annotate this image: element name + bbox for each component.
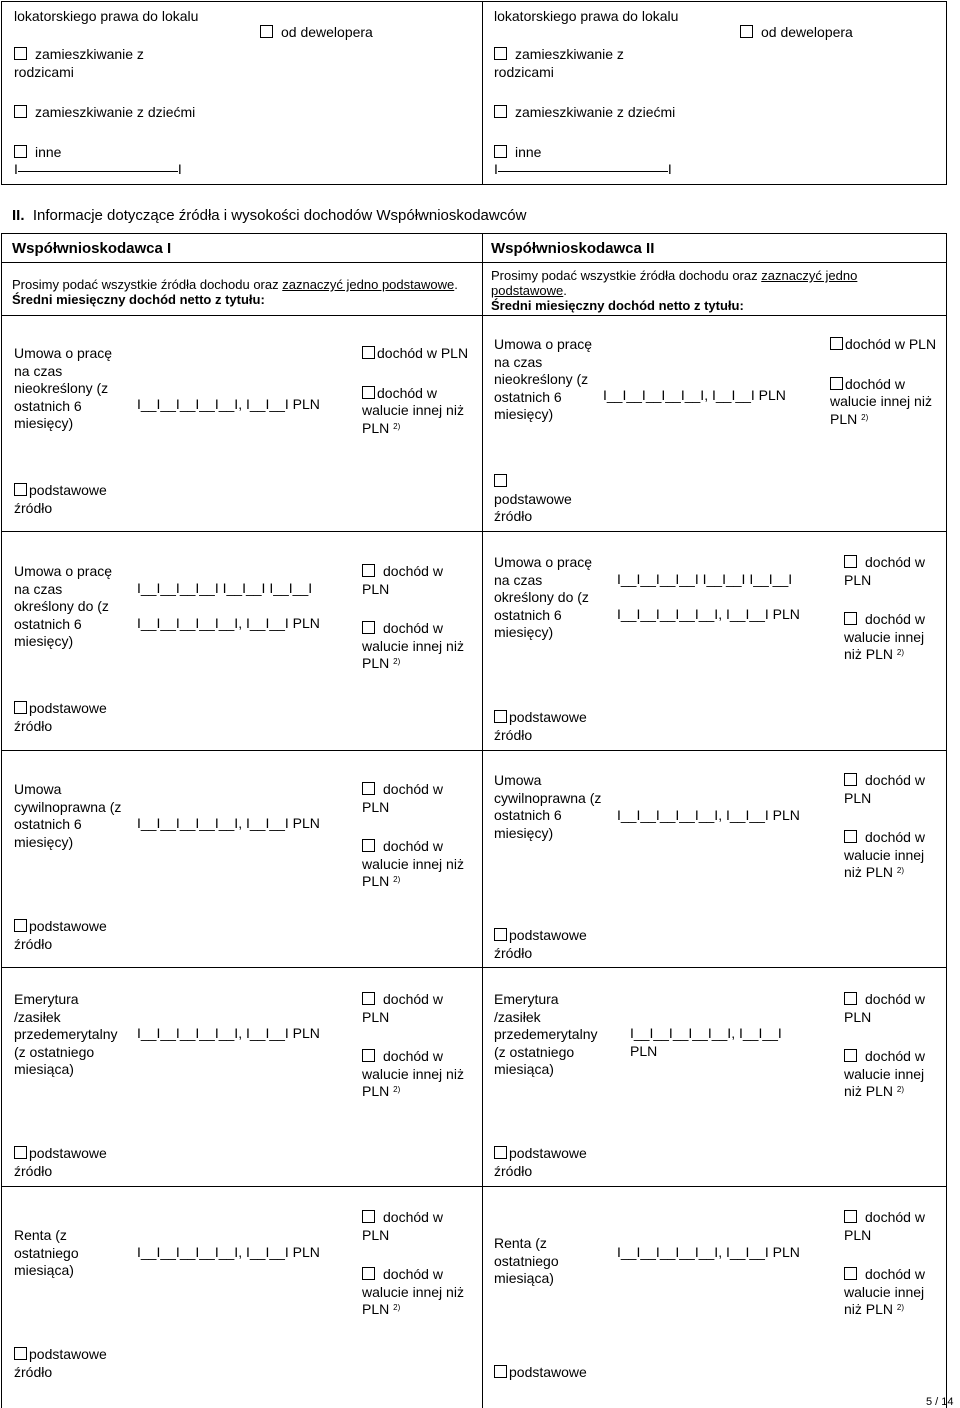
parents-label: zamieszkiwanie z rodzicami xyxy=(14,46,144,80)
checkbox-icon[interactable] xyxy=(494,1365,507,1378)
row5-right-label: Renta (z ostatniego miesiąca) xyxy=(494,1235,559,1286)
income-other-label: dochód w walucie innej niż PLN xyxy=(830,375,932,427)
row1-left-amount[interactable]: I__I__I__I__I__I, I__I__I PLN xyxy=(137,396,320,412)
children-option-left[interactable] xyxy=(14,104,195,122)
row5-left-label: Renta (z ostatniego miesiąca) xyxy=(14,1227,79,1278)
row3-left-amount[interactable]: I__I__I__I__I__I, I__I__I PLN xyxy=(137,815,320,831)
checkbox-icon[interactable] xyxy=(844,612,857,625)
other-field-right[interactable]: I I xyxy=(494,161,672,177)
income-pln-label: dochód w PLN xyxy=(844,772,925,806)
row2-right-primary[interactable] xyxy=(494,709,604,744)
checkbox-icon[interactable] xyxy=(844,555,857,568)
income-pln-option[interactable] xyxy=(844,554,929,589)
checkbox-icon[interactable] xyxy=(362,1267,375,1280)
checkbox-icon[interactable] xyxy=(830,377,843,390)
checkbox-icon[interactable] xyxy=(14,1146,27,1159)
note-end: . xyxy=(563,283,567,298)
top-left-title: lokatorskiego prawa do lokalu xyxy=(14,8,199,24)
income-other-option[interactable] xyxy=(362,620,467,673)
other-field-left[interactable]: I I xyxy=(14,161,182,177)
income-pln-label: dochód w PLN xyxy=(377,345,469,361)
income-other-label: dochód w walucie innej niż PLN xyxy=(844,829,925,880)
other-label: inne xyxy=(515,144,542,160)
income-pln-option[interactable] xyxy=(362,563,467,598)
footnote-mark: 2) xyxy=(393,875,401,884)
primary-label: podstawowe źródło xyxy=(14,700,107,734)
checkbox-icon[interactable] xyxy=(844,992,857,1005)
note-text: Prosimy podać wszystkie źródła dochodu oraz xyxy=(12,277,283,292)
note-end: . xyxy=(454,277,458,292)
row4-right-primary[interactable] xyxy=(494,1145,604,1180)
primary-label: podstawowe źródło xyxy=(14,1145,107,1179)
row4-right-currency[interactable] xyxy=(844,991,929,1101)
row2-left-date[interactable]: I__I__I__I__I I__I__I I__I__I xyxy=(137,580,313,596)
checkbox-icon[interactable] xyxy=(844,773,857,786)
primary-label: podstawowe źródło xyxy=(494,490,572,524)
parents-option-right[interactable] xyxy=(494,46,684,81)
row4-left-label: Emerytura /zasiłek przedemerytalny (z ostatniego miesiąca) xyxy=(14,991,118,1077)
checkbox-icon[interactable] xyxy=(844,1210,857,1223)
primary-label: podstawowe źródło xyxy=(494,927,587,961)
developer-label: od dewelopera xyxy=(281,24,373,40)
checkbox-icon[interactable] xyxy=(14,701,27,714)
row5-left-primary[interactable] xyxy=(14,1346,124,1381)
income-pln-label: dochód w PLN xyxy=(844,1209,925,1243)
row5-right-currency[interactable] xyxy=(844,1209,929,1319)
row5-right-primary[interactable] xyxy=(494,1364,587,1382)
row1-left-label: Umowa o pracę na czas nieokreślony (z ostatnich 6 miesięcy) xyxy=(14,345,113,431)
row3-left-label: Umowa cywilnoprawna (z ostatnich 6 miesięcy) xyxy=(14,781,122,850)
income-other-option[interactable] xyxy=(362,1048,467,1101)
income-other-option[interactable] xyxy=(844,611,929,664)
top-right-title: lokatorskiego prawa do lokalu xyxy=(494,8,679,24)
income-pln-label: dochód w PLN xyxy=(844,554,925,588)
income-other-option[interactable] xyxy=(362,838,467,891)
row1-left-currency[interactable] xyxy=(362,345,477,437)
row5-right-amount[interactable]: I__I__I__I__I__I, I__I__I PLN xyxy=(617,1244,800,1260)
checkbox-icon[interactable] xyxy=(494,47,507,60)
note-emphasis: zaznaczyć jedno podstawowe xyxy=(491,268,858,298)
checkbox-icon[interactable] xyxy=(494,710,507,723)
row2-left-amount[interactable]: I__I__I__I__I__I, I__I__I PLN xyxy=(137,615,320,631)
checkbox-icon[interactable] xyxy=(494,145,507,158)
other-option-left[interactable] xyxy=(14,144,61,162)
row5-left-currency[interactable] xyxy=(362,1209,467,1319)
income-other-label: dochód w walucie innej niż PLN xyxy=(362,1048,464,1099)
footnote-mark: 2) xyxy=(896,1303,905,1312)
checkbox-icon[interactable] xyxy=(844,1049,857,1062)
other-option-right[interactable] xyxy=(494,144,541,162)
income-pln-option[interactable] xyxy=(844,772,929,807)
income-other-label: dochód w walucie innej niż PLN xyxy=(362,838,464,889)
children-label: zamieszkiwanie z dziećmi xyxy=(35,104,196,120)
row3-right-amount[interactable]: I__I__I__I__I__I, I__I__I PLN xyxy=(617,807,800,823)
checkbox-icon[interactable] xyxy=(14,919,27,932)
checkbox-icon[interactable] xyxy=(362,782,375,795)
checkbox-icon[interactable] xyxy=(362,992,375,1005)
income-pln-label: dochód w PLN xyxy=(362,563,443,597)
row2-right-amount[interactable]: I__I__I__I__I__I, I__I__I PLN xyxy=(617,606,800,622)
income-pln-label: dochód w PLN xyxy=(362,781,443,815)
income-other-label: dochód w walucie innej niż PLN xyxy=(362,384,464,436)
checkbox-icon[interactable] xyxy=(362,1210,375,1223)
co-applicant-1-header: Współwnioskodawca I xyxy=(12,240,172,257)
footnote-mark: 2) xyxy=(393,1303,401,1312)
income-other-option[interactable] xyxy=(844,829,929,882)
row1-right-label: Umowa o pracę na czas nieokreślony (z ostatnich 6 miesięcy) xyxy=(494,336,593,422)
row2-left-primary[interactable] xyxy=(14,700,124,735)
row1-right-amount[interactable]: I__I__I__I__I__I, I__I__I PLN xyxy=(603,387,786,403)
primary-label: podstawowe źródło xyxy=(14,1346,107,1380)
row3-right-currency[interactable] xyxy=(844,772,929,882)
row2-left-currency[interactable] xyxy=(362,563,467,673)
income-pln-label: dochód w PLN xyxy=(362,1209,443,1243)
checkbox-icon[interactable] xyxy=(844,1267,857,1280)
income-pln-option[interactable] xyxy=(844,991,929,1026)
footnote-mark: 2) xyxy=(861,412,869,422)
footnote-mark: 2) xyxy=(393,657,401,666)
row4-left-primary[interactable] xyxy=(14,1145,124,1180)
income-pln-option[interactable] xyxy=(362,991,467,1026)
row4-left-amount[interactable]: I__I__I__I__I__I, I__I__I PLN xyxy=(137,1025,320,1041)
parents-label: zamieszkiwanie z rodzicami xyxy=(494,46,624,80)
note-emphasis: zaznaczyć jedno podstawowe xyxy=(282,277,455,292)
row4-left-currency[interactable] xyxy=(362,991,467,1101)
income-other-label: dochód w walucie innej niż PLN xyxy=(844,1048,925,1099)
income-other-label: dochód w walucie innej niż PLN xyxy=(362,1266,464,1317)
row2-right-label: Umowa o pracę na czas określony do (z ostatnich 6 miesięcy) xyxy=(494,554,593,640)
row4-right-label: Emerytura /zasiłek przedemerytalny (z ostatniego miesiąca) xyxy=(494,991,598,1077)
checkbox-icon[interactable] xyxy=(14,47,27,60)
section-heading: Informacje dotyczące źródła i wysokości dochodów Współwnioskodawców xyxy=(32,207,527,224)
parents-option-left[interactable] xyxy=(14,46,204,81)
checkbox-icon[interactable] xyxy=(260,25,273,38)
checkbox-icon[interactable] xyxy=(844,830,857,843)
children-option-right[interactable] xyxy=(494,104,675,122)
footnote-mark: 2) xyxy=(896,648,905,657)
primary-label: podstawowe źródło xyxy=(14,482,107,516)
checkbox-icon[interactable] xyxy=(14,145,27,158)
checkbox-icon[interactable] xyxy=(14,1347,27,1360)
co-applicant-2-header: Współwnioskodawca II xyxy=(491,240,655,257)
checkbox-icon[interactable] xyxy=(362,346,375,359)
footnote-mark: 2) xyxy=(896,1085,905,1094)
income-pln-label: dochód w PLN xyxy=(845,336,937,352)
row4-right-amount[interactable]: I__I__I__I__I__I, I__I__I PLN xyxy=(630,1025,782,1059)
checkbox-icon[interactable] xyxy=(14,483,27,496)
income-other-option[interactable] xyxy=(362,385,477,438)
developer-option-left[interactable] xyxy=(260,24,373,42)
page-number: 5 / 14 xyxy=(926,1396,954,1408)
footnote-mark: 2) xyxy=(393,421,401,431)
row1-right-currency[interactable] xyxy=(830,336,940,428)
income-other-option[interactable] xyxy=(844,1048,929,1101)
developer-option-right[interactable] xyxy=(740,24,853,42)
income-pln-option[interactable] xyxy=(362,781,467,816)
checkbox-icon[interactable] xyxy=(740,25,753,38)
footnote-mark: 2) xyxy=(896,866,905,875)
primary-label: podstawowe źródło xyxy=(14,918,107,952)
income-other-label: dochód w walucie innej niż PLN xyxy=(362,620,464,671)
income-pln-option[interactable] xyxy=(830,336,940,354)
checkbox-icon[interactable] xyxy=(494,928,507,941)
income-label: Średni miesięczny dochód netto z tytułu: xyxy=(12,292,265,307)
row1-right-primary[interactable] xyxy=(494,473,604,526)
section-number: II. xyxy=(12,207,25,224)
developer-label: od dewelopera xyxy=(761,24,853,40)
checkbox-icon[interactable] xyxy=(14,105,27,118)
income-other-option[interactable] xyxy=(830,376,940,429)
co-applicant-1-note xyxy=(12,277,472,307)
row1-left-primary[interactable] xyxy=(14,482,124,517)
section-title xyxy=(12,207,526,224)
other-label: inne xyxy=(35,144,62,160)
income-label: Średni miesięczny dochód netto z tytułu: xyxy=(491,298,744,313)
row5-left-amount[interactable]: I__I__I__I__I__I, I__I__I PLN xyxy=(137,1244,320,1260)
income-other-option[interactable] xyxy=(362,1266,467,1319)
income-pln-label: dochód w PLN xyxy=(844,991,925,1025)
checkbox-icon[interactable] xyxy=(362,839,375,852)
row2-right-date[interactable]: I__I__I__I__I I__I__I I__I__I xyxy=(617,571,793,587)
checkbox-icon[interactable] xyxy=(494,474,507,487)
checkbox-icon[interactable] xyxy=(362,386,375,399)
checkbox-icon[interactable] xyxy=(362,564,375,577)
row2-right-currency[interactable] xyxy=(844,554,929,664)
checkbox-icon[interactable] xyxy=(830,337,843,350)
income-pln-option[interactable] xyxy=(362,1209,467,1244)
primary-label: podstawowe xyxy=(509,1364,587,1380)
checkbox-icon[interactable] xyxy=(362,1049,375,1062)
income-pln-option[interactable] xyxy=(844,1209,929,1244)
primary-label: podstawowe źródło xyxy=(494,709,587,743)
row3-right-primary[interactable] xyxy=(494,927,604,962)
income-other-option[interactable] xyxy=(844,1266,929,1319)
checkbox-icon[interactable] xyxy=(362,621,375,634)
note-text: Prosimy podać wszystkie źródła dochodu oraz xyxy=(491,268,762,283)
children-label: zamieszkiwanie z dziećmi xyxy=(515,104,676,120)
income-other-label: dochód w walucie innej niż PLN xyxy=(844,611,925,662)
footnote-mark: 2) xyxy=(393,1085,401,1094)
row3-right-label: Umowa cywilnoprawna (z ostatnich 6 miesięcy) xyxy=(494,772,602,841)
checkbox-icon[interactable] xyxy=(494,105,507,118)
row2-left-label: Umowa o pracę na czas określony do (z ostatnich 6 miesięcy) xyxy=(14,563,113,649)
income-pln-option[interactable] xyxy=(362,345,477,363)
income-other-label: dochód w walucie innej niż PLN xyxy=(844,1266,925,1317)
primary-label: podstawowe źródło xyxy=(494,1145,587,1179)
co-applicant-2-note xyxy=(491,268,931,313)
checkbox-icon[interactable] xyxy=(494,1146,507,1159)
row3-left-currency[interactable] xyxy=(362,781,467,891)
income-pln-label: dochód w PLN xyxy=(362,991,443,1025)
row3-left-primary[interactable] xyxy=(14,918,124,953)
